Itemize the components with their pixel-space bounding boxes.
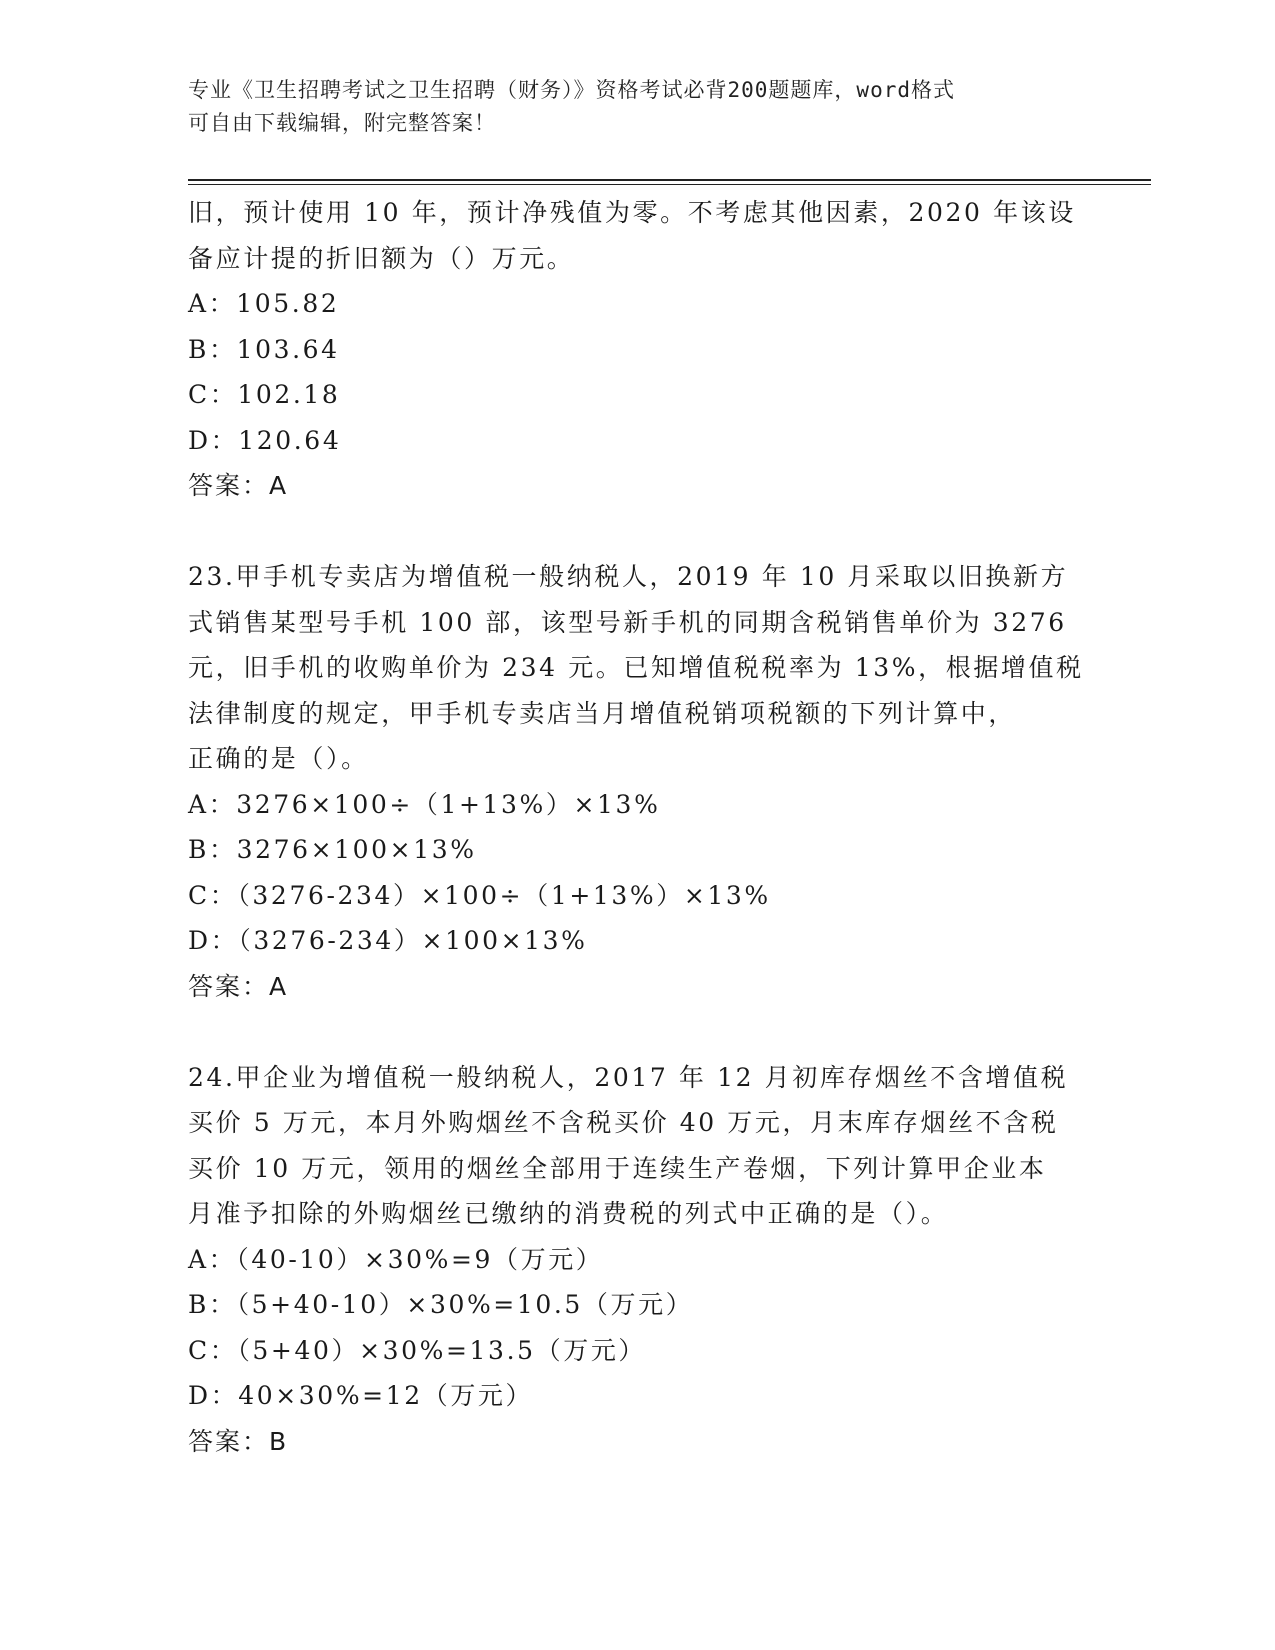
question-stem-line: 月准予扣除的外购烟丝已缴纳的消费税的列式中正确的是（）。: [188, 1199, 949, 1228]
question-23: [188, 554, 1088, 1009]
question-stem-line: 备应计提的折旧额为（）万元。: [188, 243, 575, 273]
option-b: B：3276×100×13%: [188, 835, 477, 864]
answer-line: 答案：A: [188, 471, 289, 500]
answer-line: 答案：B: [188, 1426, 289, 1456]
option-a: A：105.82: [188, 289, 340, 318]
option-d: D：（3276-234）×100×13%: [188, 926, 588, 955]
question-stem-line: 买价 5 万元，本月外购烟丝不含税买价 40 万元，月末库存烟丝不含税: [188, 1108, 1059, 1137]
spacer: [188, 1009, 1088, 1055]
header-rule-thin: [188, 184, 1151, 185]
option-b: B：103.64: [188, 334, 340, 364]
option-c: C：（5+40）×30%=13.5（万元）: [188, 1335, 647, 1365]
question-24: [188, 1055, 1088, 1465]
header-line-2: 可自由下载编辑，附完整答案！: [188, 111, 496, 135]
header-rule: [188, 179, 1151, 181]
option-d: D：120.64: [188, 425, 342, 455]
question-stem-line: 24.甲企业为增值税一般纳税人，2017 年 12 月初库存烟丝不含增值税: [188, 1062, 1069, 1092]
question-stem-line: 旧，预计使用 10 年，预计净残值为零。不考虑其他因素，2020 年该设: [188, 198, 1076, 227]
question-stem-line: 23.甲手机专卖店为增值税一般纳税人，2019 年 10 月采取以旧换新方: [188, 562, 1069, 591]
question-22-continuation: [188, 190, 1088, 509]
option-c: C：102.18: [188, 380, 341, 409]
question-stem-line: 买价 10 万元，领用的烟丝全部用于连续生产卷烟，下列计算甲企业本: [188, 1153, 1047, 1183]
option-d: D：40×30%=12（万元）: [188, 1381, 534, 1410]
spacer: [188, 509, 1088, 555]
question-stem-line: 式销售某型号手机 100 部，该型号新手机的同期含税销售单价为 3276: [188, 607, 1067, 637]
option-a: A：3276×100÷（1+13%）×13%: [188, 789, 661, 819]
header-line-1: 专业《卫生招聘考试之卫生招聘（财务）》资格考试必背200题题库，word格式: [188, 78, 955, 102]
option-b: B：（5+40-10）×30%=10.5（万元）: [188, 1290, 694, 1319]
question-list: [188, 190, 1088, 1464]
option-c: C：（3276-234）×100÷（1+13%）×13%: [188, 880, 771, 910]
question-stem-line: 正确的是（）。: [188, 744, 369, 773]
option-a: A：（40-10）×30%=9（万元）: [188, 1244, 604, 1274]
question-stem-line: 元，旧手机的收购单价为 234 元。已知增值税税率为 13%，根据增值税: [188, 653, 1084, 682]
document-header: [188, 74, 1068, 140]
answer-line: 答案：A: [188, 971, 289, 1001]
question-stem-line: 法律制度的规定，甲手机专卖店当月增值税销项税额的下列计算中，: [188, 698, 1017, 728]
